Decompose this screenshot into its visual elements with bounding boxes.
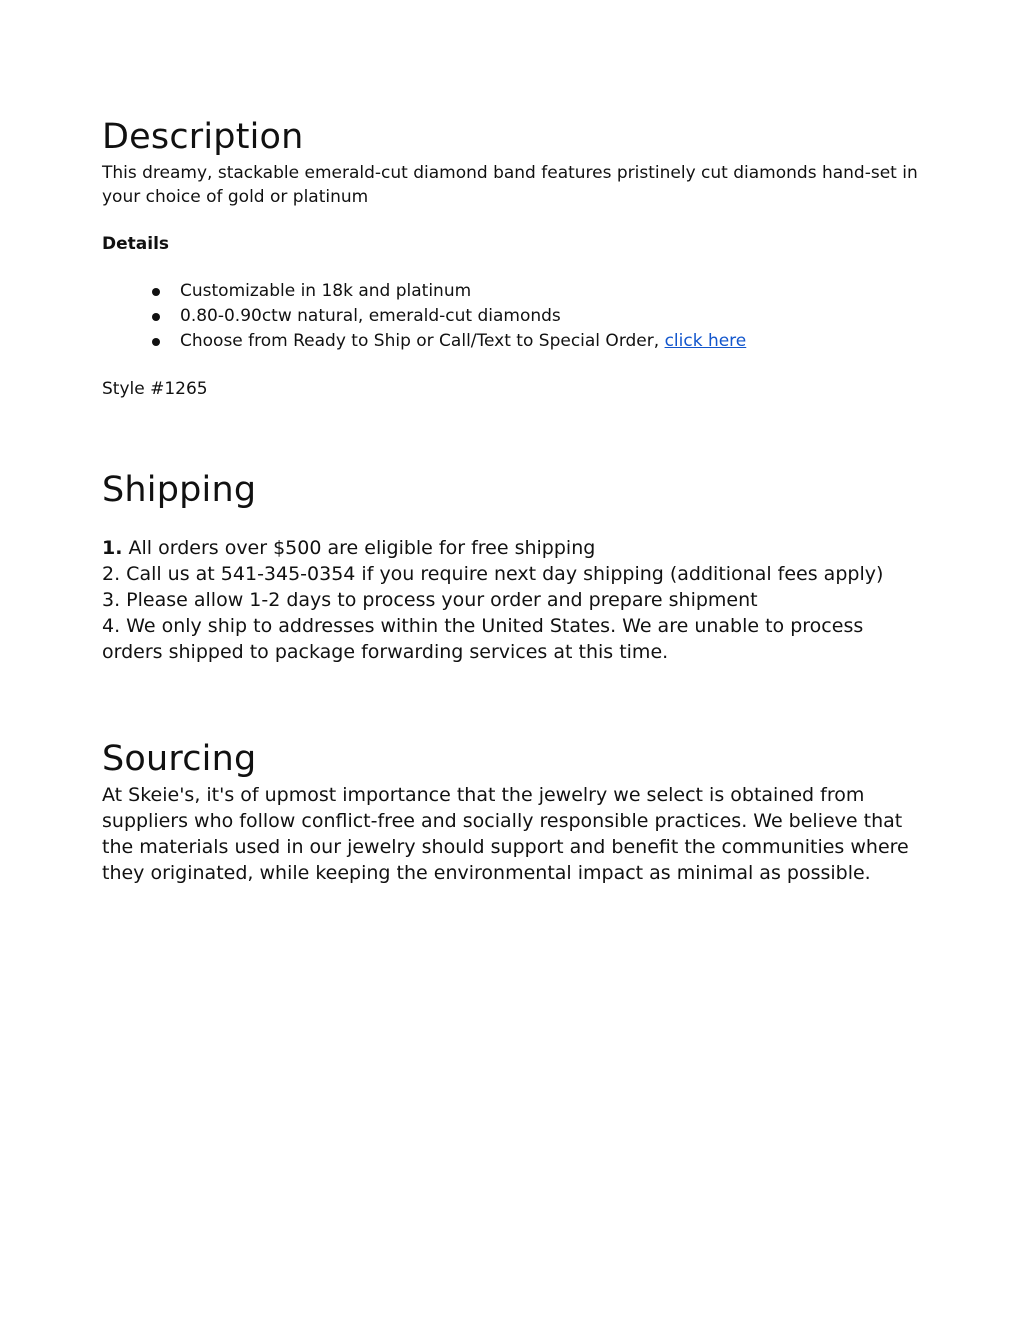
shipping-item-number: 4. [102, 615, 121, 637]
click-here-link[interactable]: click here [664, 331, 747, 351]
style-number: Style #1265 [102, 379, 208, 399]
list-item [102, 329, 746, 354]
sourcing-body: At Skeie's, it's of upmost importance that the jewelry we select is obtained from suppliers who follow conflict-free and socially responsible practices. We believe that the materials used in our jewelry should support and benefit the communities where they originated, while keeping the environmental impact as minimal as possible. [102, 784, 909, 884]
shipping-item-number: 1. [102, 537, 123, 559]
shipping-item-number: 2. [102, 563, 121, 585]
shipping-item [102, 561, 902, 587]
shipping-item-text: All orders over $500 are eligible for free shipping [122, 537, 596, 559]
list-item-text: Choose from Ready to Ship or Call/Text to Special Order, [180, 331, 665, 351]
shipping-list [102, 535, 902, 665]
shipping-heading: Shipping [102, 470, 257, 510]
shipping-item-number: 3. [102, 589, 121, 611]
shipping-item-text: We only ship to addresses within the United States. We are unable to process orders shipped to package forwarding services at this time. [102, 615, 864, 663]
shipping-item-text: Call us at 541-345-0354 if you require next day shipping (additional fees apply) [120, 563, 884, 585]
shipping-item-text: Please allow 1-2 days to process your order and prepare shipment [120, 589, 758, 611]
bullet-icon [152, 288, 160, 296]
sourcing-heading: Sourcing [102, 739, 257, 779]
list-item [102, 279, 746, 304]
list-item [102, 304, 746, 329]
description-heading: Description [102, 117, 304, 157]
list-item-text: Customizable in 18k and platinum [180, 281, 472, 301]
bullet-icon [152, 313, 160, 321]
shipping-item [102, 587, 902, 613]
shipping-item [102, 535, 902, 561]
description-body: This dreamy, stackable emerald-cut diamond band features pristinely cut diamonds hand-set in your choice of gold or platinum [102, 163, 918, 207]
details-label: Details [102, 234, 170, 254]
details-list [102, 279, 746, 354]
list-item-text: 0.80-0.90ctw natural, emerald-cut diamonds [180, 306, 561, 326]
shipping-item [102, 613, 902, 665]
bullet-icon [152, 338, 160, 346]
